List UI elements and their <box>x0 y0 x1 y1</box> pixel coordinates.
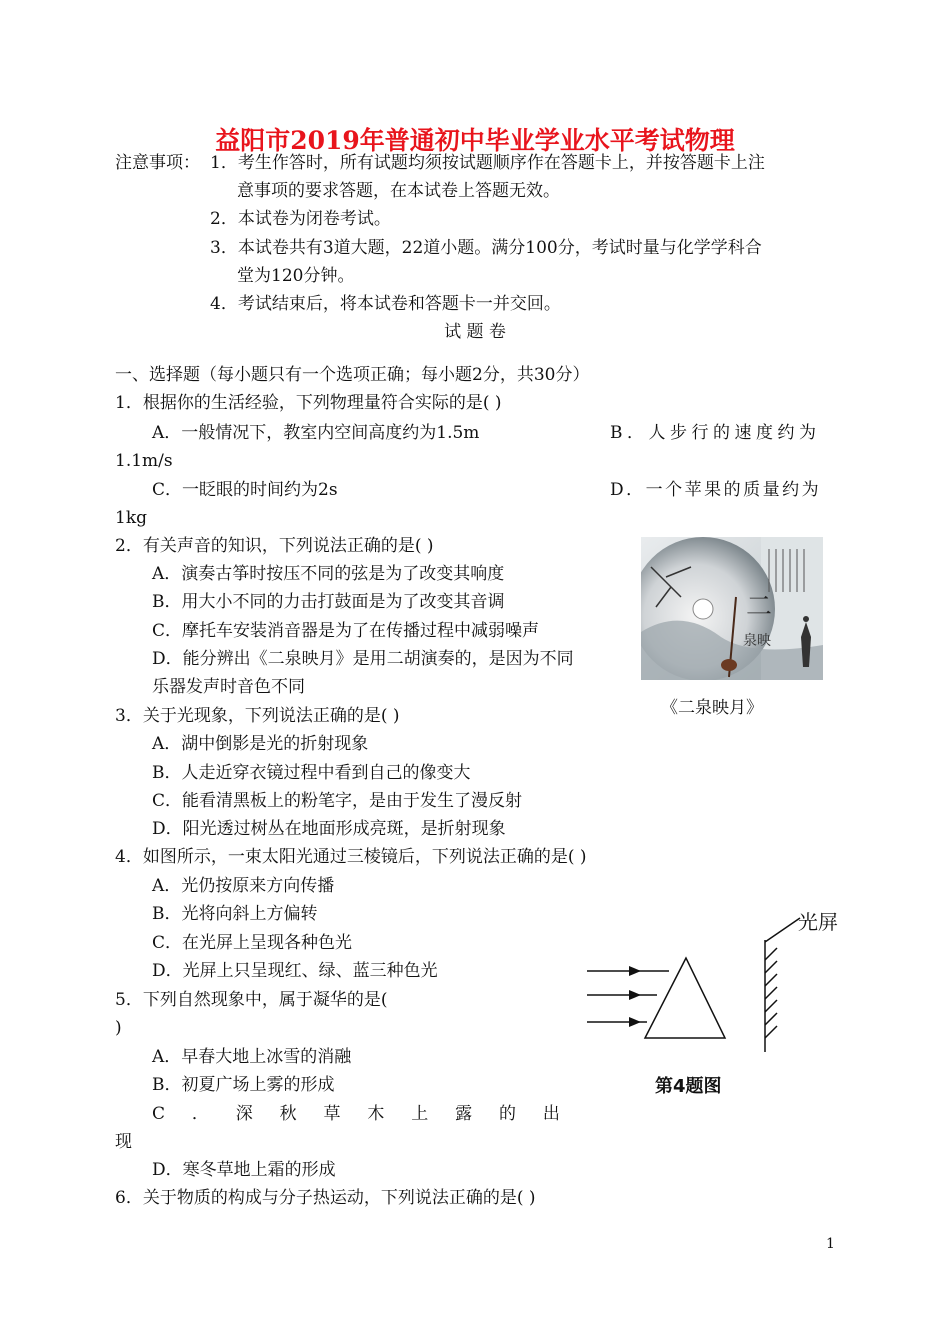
q1-option-d: D．一个苹果的质量约为 <box>610 480 822 500</box>
prism-triangle <box>645 958 725 1038</box>
q3-stem: 3．关于光现象，下列说法正确的是( ) <box>115 706 400 726</box>
notice-item-4: 4．考试结束后，将本试卷和答题卡一并交回。 <box>210 294 561 314</box>
q5-option-c-cont: 现 <box>115 1132 132 1152</box>
q1-option-c: C．一眨眼的时间约为2s <box>152 480 338 500</box>
q5-stem-close: ) <box>115 1018 122 1038</box>
notice-item-1: 1．考生作答时，所有试题均须按试题顺序作在答题卡上，并按答题卡上注 <box>210 153 765 173</box>
q2-option-b: B．用大小不同的力击打鼓面是为了改变其音调 <box>152 592 505 612</box>
q5-option-b: B．初夏广场上雾的形成 <box>152 1075 335 1095</box>
q3-option-d: D．阳光透过树丛在地面形成亮斑，是折射现象 <box>152 819 506 839</box>
q2-option-d-cont: 乐器发声时音色不同 <box>152 677 305 697</box>
notice-item-2: 2．本试卷为闭卷考试。 <box>210 209 391 229</box>
section-heading: 一、选择题（每小题只有一个选项正确；每小题2分，共30分） <box>115 365 590 385</box>
page-number: 1 <box>826 1236 835 1252</box>
svg-text:二: 二 <box>746 592 773 622</box>
q4-option-d: D．光屏上只呈现红、绿、蓝三种色光 <box>152 961 438 981</box>
q3-option-a: A．湖中倒影是光的折射现象 <box>152 734 369 754</box>
page-title: 益阳市2019年普通初中毕业学业水平考试物理 <box>215 126 735 155</box>
notice-item-3-cont: 堂为120分钟。 <box>237 266 355 286</box>
album-image-caption: 《二泉映月》 <box>661 698 763 718</box>
q1-option-b: B．人步行的速度约为 <box>610 423 821 443</box>
q5-option-d: D．寒冬草地上霜的形成 <box>152 1160 336 1180</box>
paper-subtitle: 试 题 卷 <box>444 322 506 342</box>
q1-stem: 1．根据你的生活经验，下列物理量符合实际的是( ) <box>115 393 502 413</box>
q5-option-a: A．早春大地上冰雪的消融 <box>152 1047 352 1067</box>
q1-option-b-cont: 1.1m/s <box>115 451 173 471</box>
q3-option-c: C．能看清黑板上的粉笔字，是由于发生了漫反射 <box>152 791 523 811</box>
q4-option-c: C．在光屏上呈现各种色光 <box>152 933 353 953</box>
notice-label: 注意事项： <box>115 153 200 173</box>
q2-option-c: C．摩托车安装消音器是为了在传播过程中减弱噪声 <box>152 621 540 641</box>
erquan-yingyue-album-image <box>641 537 823 680</box>
q2-option-a: A．演奏古筝时按压不同的弦是为了改变其响度 <box>152 564 505 584</box>
q4-option-a: A．光仍按原来方向传播 <box>152 876 335 896</box>
svg-text:泉映: 泉映 <box>743 633 771 649</box>
q4-stem: 4．如图所示，一束太阳光通过三棱镜后，下列说法正确的是( ) <box>115 847 587 867</box>
screen-label: 光屏 <box>798 910 838 934</box>
q5-stem: 5．下列自然现象中，属于凝华的是( <box>115 990 388 1010</box>
q2-stem: 2．有关声音的知识，下列说法正确的是( ) <box>115 536 434 556</box>
q1-option-a: A．一般情况下，教室内空间高度约为1.5m <box>152 423 480 443</box>
figure-4-caption: 第4题图 <box>655 1076 722 1097</box>
q4-option-b: B．光将向斜上方偏转 <box>152 904 318 924</box>
q5-option-c: C ． 深 秋 草 木 上 露 的 出 <box>152 1104 560 1124</box>
notice-item-1-cont: 意事项的要求答题，在本试卷上答题无效。 <box>237 181 560 201</box>
q3-option-b: B．人走近穿衣镜过程中看到自己的像变大 <box>152 763 471 783</box>
q6-stem: 6．关于物质的构成与分子热运动，下列说法正确的是( ) <box>115 1188 536 1208</box>
notice-item-3: 3．本试卷共有3道大题，22道小题。满分100分，考试时量与化学学科合 <box>210 238 762 258</box>
q2-option-d: D．能分辨出《二泉映月》是用二胡演奏的，是因为不同 <box>152 649 574 669</box>
q1-option-d-cont: 1kg <box>115 508 147 528</box>
